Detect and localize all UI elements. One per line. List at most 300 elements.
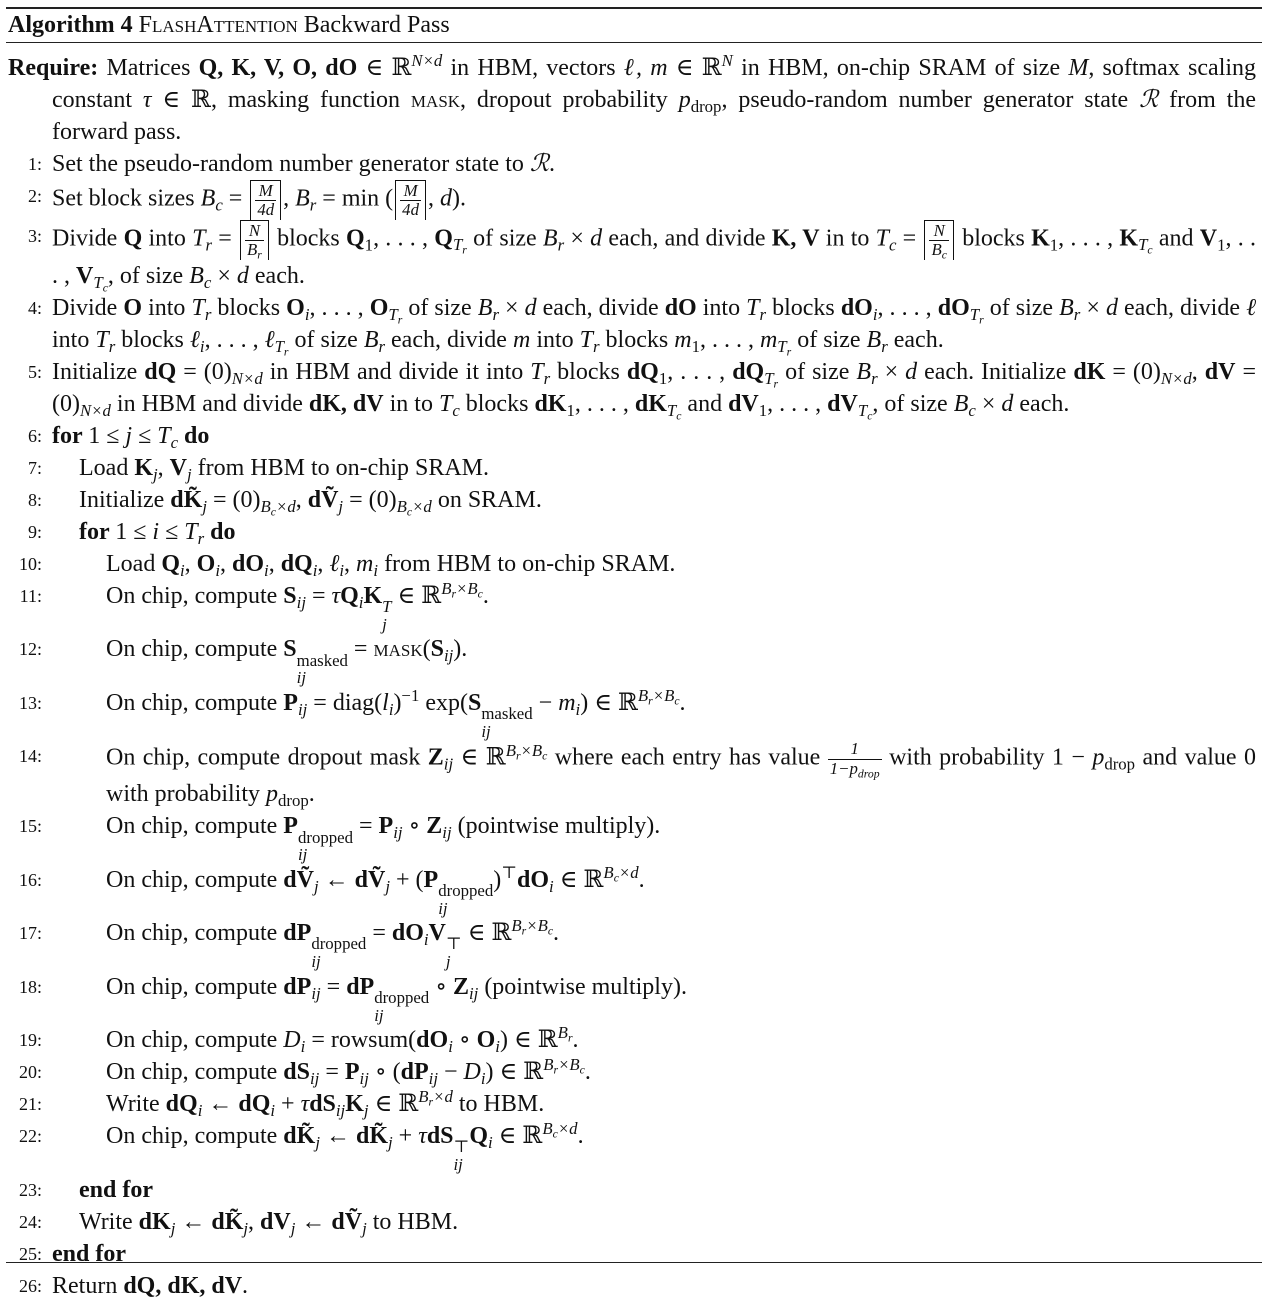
keyword: end for — [52, 1240, 126, 1267]
subscript: j — [152, 464, 158, 484]
text: , . . . , — [574, 390, 635, 417]
subscript: 1 — [758, 400, 768, 420]
sup-sub — [446, 935, 462, 970]
text: On chip, compute — [106, 866, 284, 893]
math-italic: B — [953, 390, 969, 417]
text: ). — [453, 636, 468, 663]
math-bold: S — [430, 636, 444, 663]
subscript: j — [187, 464, 192, 484]
text: + — [392, 1123, 419, 1150]
subscript — [1138, 235, 1153, 257]
fraction — [255, 182, 276, 220]
math-bold: V — [76, 262, 94, 289]
line-number: 17: — [18, 923, 42, 944]
subscript — [396, 496, 432, 519]
text: of size — [402, 294, 478, 321]
math-bold: dK — [634, 390, 667, 417]
text: ← — [318, 866, 355, 893]
math-italic: ℛ — [529, 151, 550, 177]
subscript: ij — [296, 592, 306, 612]
math-bold: dO — [391, 920, 424, 947]
line-text — [106, 633, 1256, 686]
text: = — [347, 636, 374, 663]
math-italic: ℛ — [1139, 87, 1159, 113]
subscript: ij — [443, 646, 454, 666]
subscript: ij — [393, 823, 403, 843]
subscript: c — [674, 694, 680, 708]
math-bold: dO — [517, 866, 550, 893]
math-italic: T — [438, 390, 453, 417]
math-bold: Q — [434, 225, 453, 252]
line-number: 7: — [27, 457, 42, 478]
math-bold: P — [283, 689, 298, 716]
subscript: c — [270, 505, 276, 519]
subscript — [93, 272, 108, 295]
text: , pseudo-random number generator state — [721, 87, 1140, 113]
algorithm-line — [8, 1120, 1256, 1173]
text: On chip, compute — [106, 1123, 284, 1150]
text: × — [877, 358, 906, 385]
math-bold: dQ — [238, 1091, 271, 1118]
text: . — [308, 781, 315, 808]
line-number: 15: — [18, 816, 42, 837]
math-bold-tilde: dṼ — [354, 866, 386, 893]
fraction — [828, 739, 882, 781]
math-bold: K, V — [771, 225, 820, 252]
text: , of size — [107, 262, 190, 289]
math-bold-tilde: dK̃ — [283, 1123, 316, 1150]
subscript: c — [542, 749, 548, 763]
text: ∘ — [452, 1027, 477, 1054]
math-bold: V — [428, 920, 446, 947]
subscript: N×d — [231, 368, 263, 388]
ceil-fraction — [924, 220, 953, 260]
math-bold: dO — [664, 294, 697, 321]
math-bold: P — [344, 1059, 360, 1086]
subscript: i — [270, 1101, 276, 1121]
line-text — [106, 864, 1256, 917]
text: T — [857, 400, 868, 420]
text: T — [93, 272, 103, 292]
math-bold: O — [476, 1027, 496, 1054]
math-italic: B — [295, 185, 310, 212]
subscript: c — [579, 1063, 585, 1077]
subscript: c — [867, 409, 873, 423]
math-italic: T — [530, 358, 544, 385]
superscript — [542, 1118, 578, 1141]
text: of size — [466, 225, 543, 252]
math-bold: K — [345, 1091, 364, 1118]
subscript: i — [300, 1037, 306, 1057]
math-italic: B — [856, 358, 872, 385]
text: of size — [983, 294, 1060, 321]
math-italic: l — [382, 689, 389, 716]
math-bold: Z — [452, 973, 469, 1000]
superscript — [603, 862, 639, 885]
subscript: ij — [453, 1155, 463, 1175]
text: T — [274, 336, 284, 356]
line-text — [106, 1120, 1256, 1173]
text: On chip, compute — [106, 689, 284, 716]
text: . — [572, 1027, 579, 1054]
algorithm-line — [8, 917, 1256, 970]
math-italic: T — [746, 294, 760, 321]
text: from the forward pass. — [52, 87, 1256, 145]
subscript: drop — [1104, 754, 1136, 774]
subscript: c — [452, 400, 460, 420]
text: , — [295, 486, 308, 513]
text: , — [268, 550, 281, 577]
text: into — [696, 294, 747, 321]
small-caps: mask — [410, 87, 461, 113]
superscript: −1 — [401, 685, 420, 705]
text: B — [396, 496, 407, 516]
subscript: r — [567, 1031, 573, 1045]
algorithm-lines — [8, 148, 1256, 1302]
text: into — [142, 225, 193, 252]
subscript — [969, 304, 984, 327]
text: blocks — [599, 326, 675, 353]
math-bold-tilde: dK̃ — [355, 1123, 388, 1150]
subscript: j — [362, 1218, 367, 1238]
math-bold: dQ — [732, 358, 765, 385]
require-label: Require: — [8, 55, 99, 81]
line-text — [79, 1174, 1256, 1206]
line-number: 6: — [27, 425, 42, 446]
text: Initialize — [52, 358, 145, 385]
text: ×B — [652, 685, 675, 705]
math-italic: M — [1068, 55, 1089, 81]
bottom-rule — [6, 1262, 1262, 1263]
algorithm-line — [8, 1270, 1256, 1302]
text: . — [242, 1272, 249, 1299]
text: ∘ — [429, 973, 453, 1000]
text: ∈ ℝ — [461, 920, 512, 947]
text: , . . . , — [204, 326, 265, 353]
text: ) ∈ ℝ — [580, 689, 638, 716]
subscript: i — [312, 560, 318, 580]
subscript: ij — [297, 699, 308, 719]
superscript — [637, 685, 680, 708]
line-number: 22: — [18, 1126, 42, 1147]
algorithm-line — [8, 452, 1256, 484]
text: from HBM to on-chip SRAM. — [378, 550, 676, 577]
text: × — [211, 262, 237, 289]
math-italic: ℓ — [264, 326, 275, 353]
line-text — [106, 971, 1256, 1024]
math-italic: p — [678, 87, 691, 113]
subscript: c — [547, 924, 554, 938]
subscript: r — [759, 304, 767, 324]
subscript: r — [462, 243, 467, 257]
text: ( — [422, 636, 431, 663]
subscript: i — [339, 560, 345, 580]
subscript: 1 — [364, 235, 374, 255]
text: each. — [1013, 390, 1070, 417]
text: B — [441, 578, 452, 598]
math-italic: d — [1105, 294, 1118, 321]
text: + — [275, 1091, 301, 1118]
text: in to — [383, 390, 439, 417]
line-number: 3: — [27, 225, 42, 246]
ceil-fraction — [250, 180, 281, 220]
text: On chip, compute — [106, 1059, 284, 1086]
text: blocks — [766, 294, 841, 321]
math-bold: dQ — [165, 1091, 198, 1118]
superscript: dropped — [374, 987, 430, 1007]
math-bold: K — [134, 454, 153, 481]
subscript: r — [1073, 304, 1081, 324]
subscript: j — [385, 876, 391, 896]
subscript: i — [358, 592, 364, 612]
subscript: c — [1147, 243, 1153, 257]
math-italic: D — [283, 1027, 301, 1054]
denominator — [245, 240, 264, 262]
line-number: 21: — [18, 1094, 42, 1115]
math-bold: Q, K, V, O, dO — [198, 55, 358, 81]
text: to HBM. — [452, 1091, 545, 1118]
text: , dropout probability — [460, 87, 679, 113]
superscript: dropped — [438, 880, 494, 900]
text: ×d — [276, 496, 296, 516]
math-bold: S — [468, 689, 482, 716]
math-italic: B — [866, 326, 882, 353]
algorithm-title: Backward Pass — [303, 12, 450, 38]
text: , softmax scaling constant — [52, 55, 1257, 113]
algorithm-line — [8, 687, 1256, 740]
math-bold: Q — [123, 225, 143, 252]
subscript: 1 — [566, 400, 575, 420]
superscript: ⊤ — [453, 1137, 470, 1157]
text: blocks — [955, 225, 1032, 252]
subscript — [260, 496, 296, 519]
subscript: r — [205, 235, 212, 255]
subscript: r — [257, 248, 262, 262]
subscript: r — [553, 1063, 559, 1077]
sup-sub — [454, 1138, 470, 1173]
text: , . . . , — [52, 225, 1256, 289]
math-bold: dQ — [280, 550, 313, 577]
text: T — [764, 368, 774, 388]
text: ) — [493, 866, 502, 893]
text: × — [498, 294, 525, 321]
text: into — [142, 294, 192, 321]
line-text — [79, 1206, 1256, 1238]
line-number: 10: — [18, 553, 42, 574]
subscript: r — [515, 749, 521, 763]
math-italic: m — [356, 550, 374, 577]
subscript: i — [199, 336, 205, 356]
math-italic: p — [265, 781, 278, 808]
subscript: ij — [359, 1069, 369, 1089]
math-bold: O — [196, 550, 216, 577]
math-bold: dO — [937, 294, 970, 321]
numerator: 1 — [850, 739, 859, 759]
text: T — [777, 336, 787, 356]
subscript: ij — [310, 1069, 320, 1089]
text: On chip, compute — [106, 813, 284, 840]
subscript: r — [283, 345, 289, 359]
text: , of size — [872, 390, 954, 417]
math-italic: T — [875, 225, 889, 252]
math-bold: dK, dV — [308, 390, 384, 417]
math-bold: dV — [260, 1208, 291, 1235]
algorithm-line — [8, 1238, 1256, 1270]
math-italic: B — [189, 262, 204, 289]
text: T — [388, 304, 398, 324]
math-bold: dP — [283, 973, 312, 1000]
line-number: 4: — [27, 297, 42, 318]
text: = (0) — [1105, 358, 1161, 385]
text: ) ∈ ℝ — [499, 1027, 558, 1054]
caption-rule — [6, 42, 1262, 43]
math-bold: Z — [426, 813, 443, 840]
superscript — [441, 578, 483, 601]
subscript: i — [495, 1037, 500, 1057]
text: 1 ≤ — [88, 422, 126, 449]
text: in to — [819, 225, 876, 252]
numerator: M — [403, 181, 418, 200]
text: in HBM and divide — [110, 390, 309, 417]
math-bold: Q — [469, 1123, 488, 1150]
text: , — [344, 550, 357, 577]
text: Write — [79, 1208, 139, 1235]
subscript: drop — [277, 791, 309, 811]
math-bold: dS — [309, 1091, 336, 1118]
text: Return — [52, 1272, 124, 1299]
text: ← — [202, 1091, 239, 1118]
text: and — [1152, 225, 1200, 252]
math-italic: D — [463, 1059, 481, 1086]
subscript: c — [613, 871, 619, 885]
text: . — [638, 866, 645, 893]
subscript: i — [179, 560, 185, 580]
subscript — [777, 336, 792, 359]
math-bold: dV — [1204, 358, 1236, 385]
text: ×d — [433, 1086, 453, 1106]
math-bold: dV — [728, 390, 759, 417]
math-italic: T — [382, 597, 392, 617]
subscript: j — [363, 1101, 369, 1121]
algorithm-line — [8, 1024, 1256, 1056]
text: Divide — [52, 294, 124, 321]
math-bold: P — [378, 813, 394, 840]
text: ∈ ℝ — [453, 744, 506, 771]
subscript: 1 — [1217, 235, 1226, 255]
line-text — [106, 810, 1256, 863]
math-bold: O — [286, 294, 305, 321]
math-italic: T — [191, 294, 205, 321]
keyword: for — [52, 422, 89, 449]
subscript: r — [521, 924, 527, 938]
text: each. — [248, 262, 305, 289]
line-number: 12: — [18, 639, 42, 660]
subscript: i — [264, 560, 269, 580]
algorithm-line — [8, 356, 1256, 423]
line-number: 2: — [27, 186, 42, 206]
text: = rowsum( — [305, 1027, 417, 1054]
text: with probability 1 − — [881, 744, 1093, 771]
line-number: 20: — [18, 1062, 42, 1083]
algorithm-line — [8, 1206, 1256, 1238]
superscript — [543, 1054, 585, 1077]
text: × — [975, 390, 1002, 417]
sup-sub — [438, 882, 493, 917]
math-bold: dK — [138, 1208, 171, 1235]
denominator — [828, 758, 882, 781]
subscript: ij — [335, 1101, 346, 1121]
subscript: ij — [438, 898, 448, 918]
math-bold: dK — [534, 390, 567, 417]
algorithm-line — [8, 580, 1256, 633]
text: blocks — [270, 225, 346, 252]
subscript: j — [338, 496, 344, 516]
text: B — [418, 1086, 429, 1106]
fraction — [929, 222, 948, 260]
text: B — [505, 740, 516, 760]
math-italic: m — [558, 689, 576, 716]
subscript: r — [593, 336, 600, 356]
text: ← — [175, 1208, 212, 1235]
text: = — [305, 582, 332, 609]
text: , . . . , — [309, 294, 370, 321]
algorithm-line — [8, 810, 1256, 863]
numerator: N — [933, 220, 945, 240]
text: , . . . , — [667, 358, 733, 385]
text: . — [584, 1059, 591, 1086]
text: blocks — [459, 390, 535, 417]
keyword: do — [178, 422, 210, 449]
math-italic: B — [363, 326, 379, 353]
subscript: ij — [442, 823, 452, 843]
text: , — [220, 550, 232, 577]
subscript: r — [451, 587, 457, 601]
algorithm-line — [8, 148, 1256, 180]
math-bold-tilde: dṼ — [307, 486, 339, 513]
subscript: i — [448, 1037, 453, 1057]
line-text — [52, 292, 1257, 359]
subscript: c — [552, 1127, 558, 1141]
ceil-fraction — [395, 180, 426, 220]
math-bold: P — [283, 813, 298, 840]
math-bold: dO — [232, 550, 265, 577]
text: = — [211, 225, 238, 252]
text: ≤ — [159, 518, 185, 545]
ceil-fraction — [240, 220, 269, 260]
text: ×B — [526, 916, 548, 935]
subscript: j — [445, 952, 451, 972]
subscript: j — [315, 1133, 320, 1153]
keyword: for — [79, 518, 116, 545]
text: Initialize — [79, 486, 171, 513]
subscript: r — [786, 345, 792, 359]
subscript: j — [290, 1218, 296, 1238]
subscript: r — [979, 313, 984, 327]
text: to HBM. — [366, 1208, 459, 1235]
line-number: 19: — [18, 1030, 42, 1051]
subscript: i — [197, 1101, 203, 1121]
line-text — [52, 1270, 1256, 1302]
text: (pointwise multiply). — [478, 973, 687, 1000]
text: , — [184, 550, 197, 577]
line-text — [79, 484, 1256, 519]
text: . — [679, 689, 686, 716]
math-bold: V — [169, 454, 187, 481]
math-italic: τ — [418, 1123, 427, 1150]
math-bold: dP — [400, 1059, 429, 1086]
line-text — [52, 220, 1256, 295]
text: , . . . , — [767, 390, 828, 417]
